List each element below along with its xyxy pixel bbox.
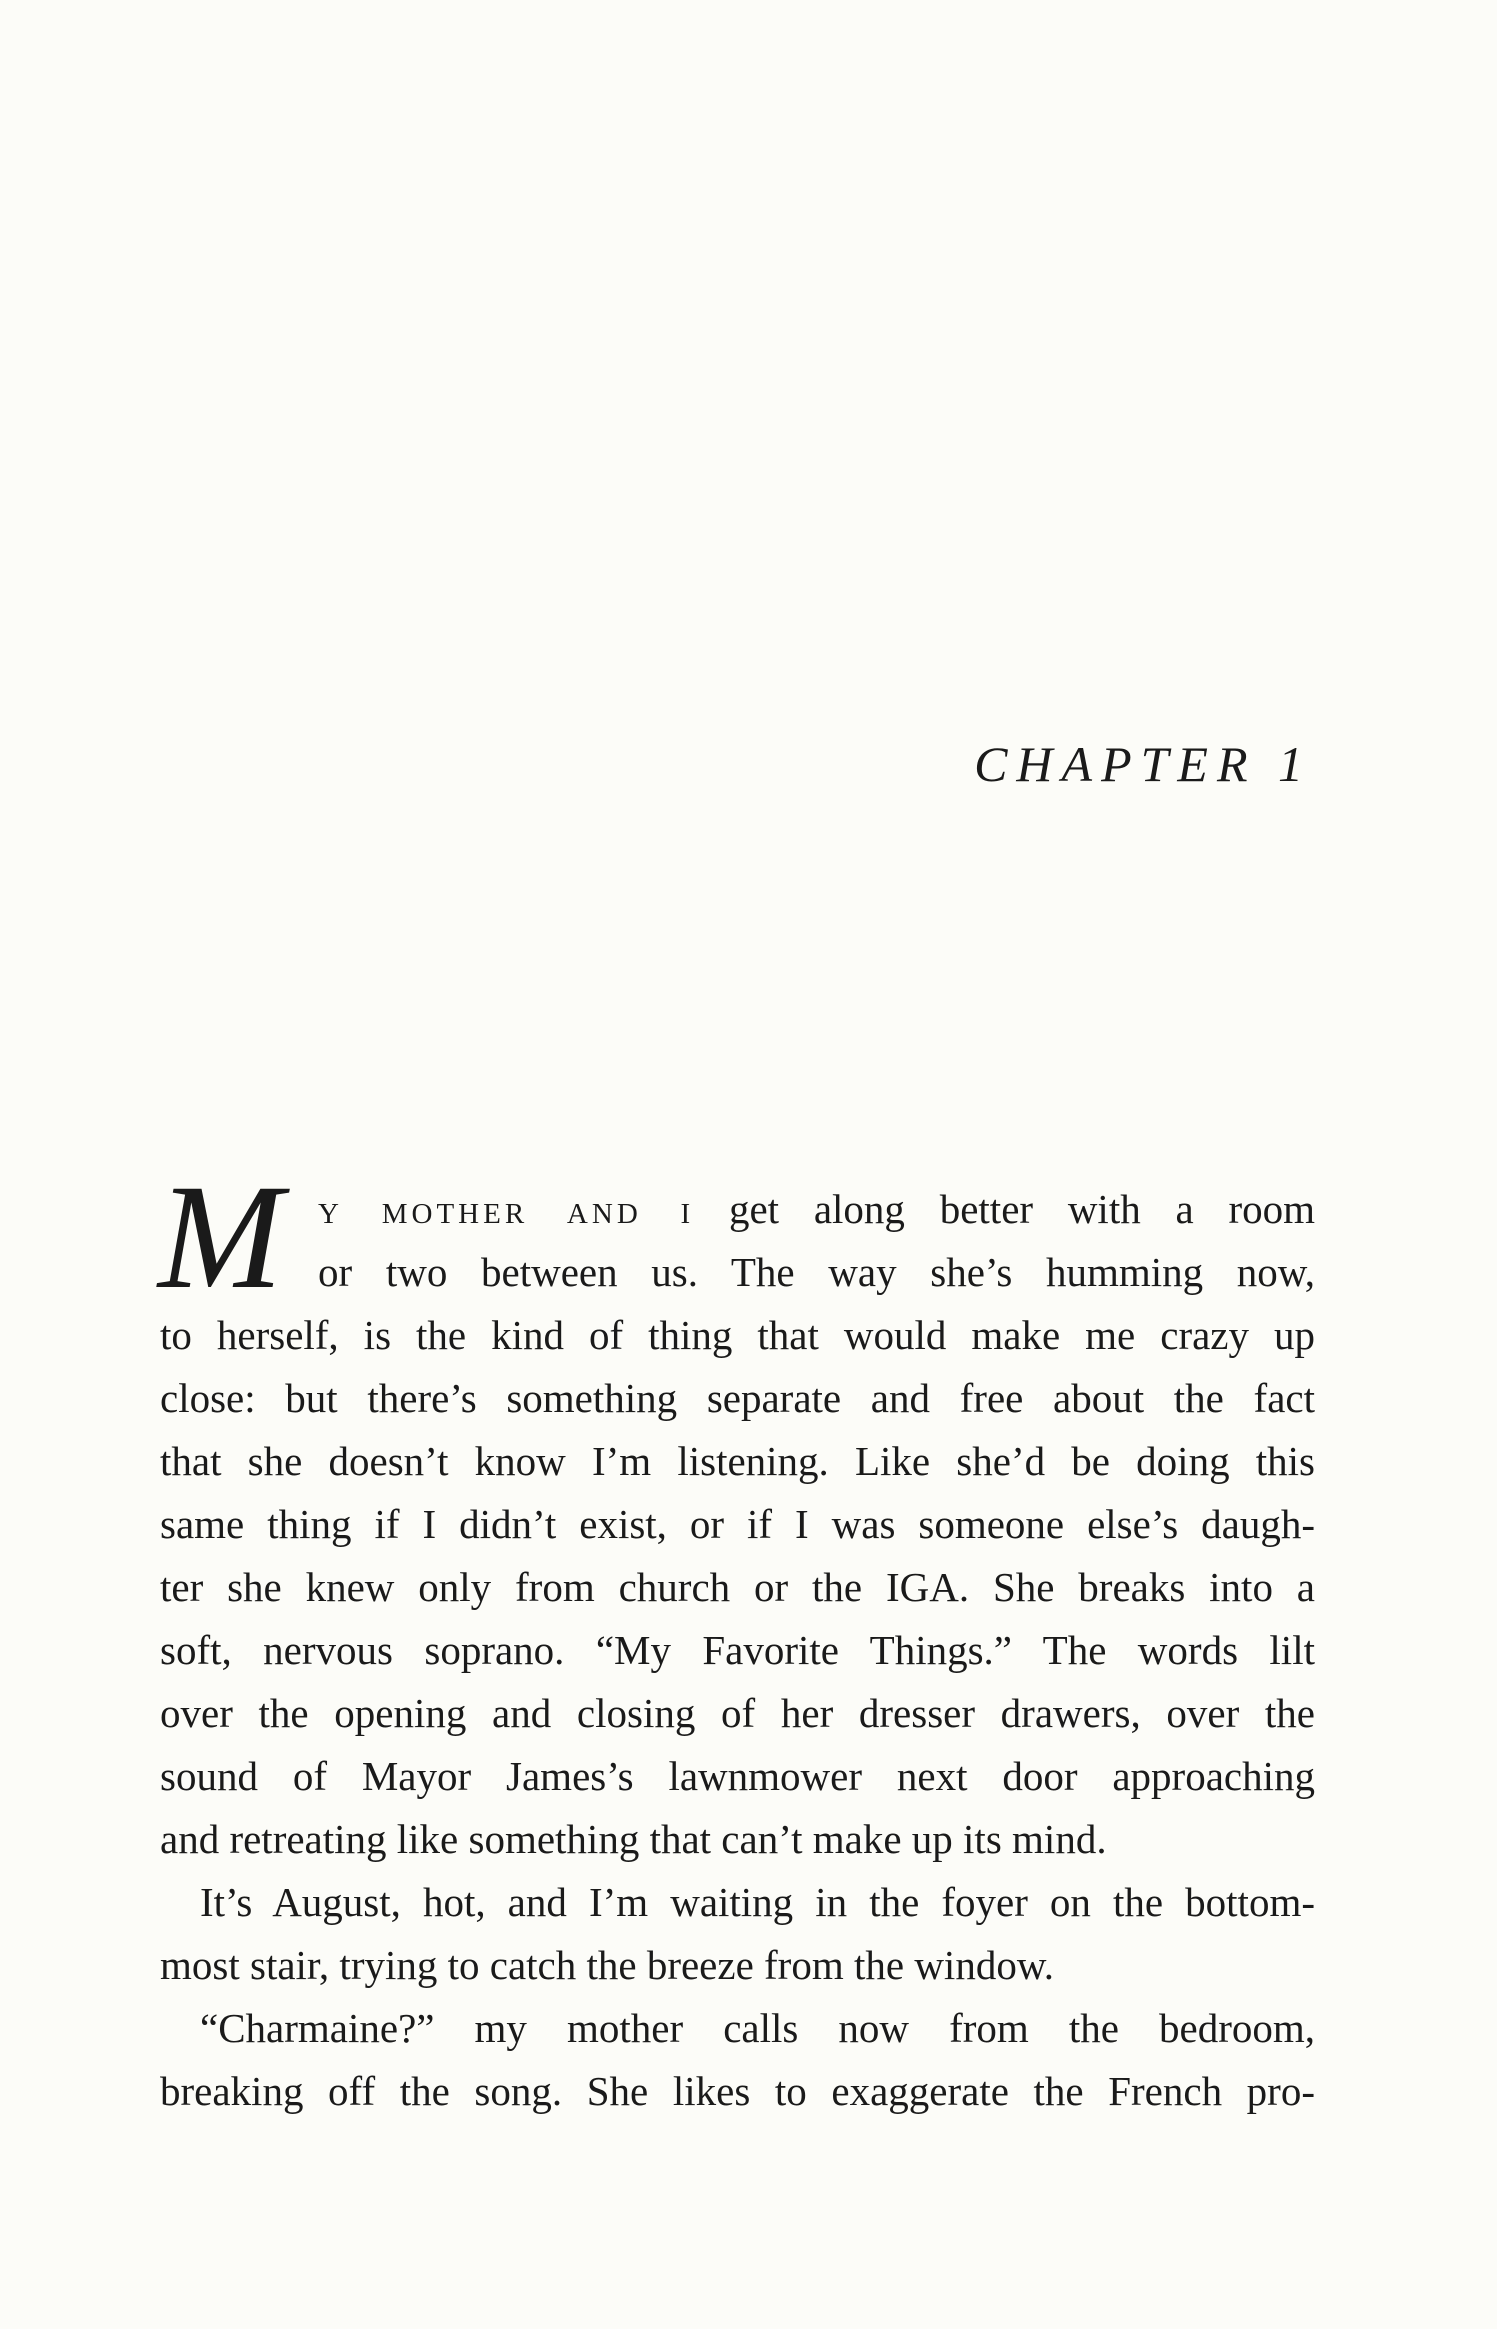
text-line: to herself, is the kind of thing that would make me crazy up bbox=[160, 1312, 1315, 1358]
paragraph-2 bbox=[160, 1871, 1315, 1997]
text-line-rest: get along better with a room bbox=[728, 1186, 1315, 1232]
text-line bbox=[318, 1178, 1315, 1241]
text-line: It’s August, hot, and I’m waiting in the foyer on the bottom- bbox=[200, 1879, 1315, 1925]
text-line: most stair, trying to catch the breeze from the window. bbox=[160, 1942, 1055, 1988]
opening-smallcaps: y mother and i bbox=[318, 1186, 695, 1232]
drop-cap: M bbox=[158, 1154, 283, 1320]
text-line: close: but there’s something separate and free about the fact bbox=[160, 1375, 1315, 1421]
paragraph-3 bbox=[160, 1997, 1315, 2123]
chapter-body bbox=[158, 1154, 1315, 2123]
text-line: breaking off the song. She likes to exaggerate the French pro- bbox=[160, 2068, 1315, 2114]
text-line: and retreating like something that can’t make up its mind. bbox=[160, 1816, 1107, 1862]
text-line: ter she knew only from church or the IGA. She breaks into a bbox=[160, 1564, 1315, 1610]
text-line: sound of Mayor James’s lawnmower next door approaching bbox=[160, 1753, 1315, 1799]
text-line: soft, nervous soprano. “My Favorite Things.” The words lilt bbox=[160, 1627, 1315, 1673]
paragraph-1 bbox=[158, 1154, 1315, 1871]
chapter-heading: CHAPTER 1 bbox=[974, 736, 1312, 792]
text-line: “Charmaine?” my mother calls now from the bedroom, bbox=[200, 2005, 1315, 2051]
text-line: over the opening and closing of her dresser drawers, over the bbox=[160, 1690, 1315, 1736]
text-line: or two between us. The way she’s humming now, bbox=[318, 1249, 1315, 1295]
text-line: that she doesn’t know I’m listening. Like she’d be doing this bbox=[160, 1438, 1315, 1484]
text-line: same thing if I didn’t exist, or if I was someone else’s daugh- bbox=[160, 1501, 1315, 1547]
